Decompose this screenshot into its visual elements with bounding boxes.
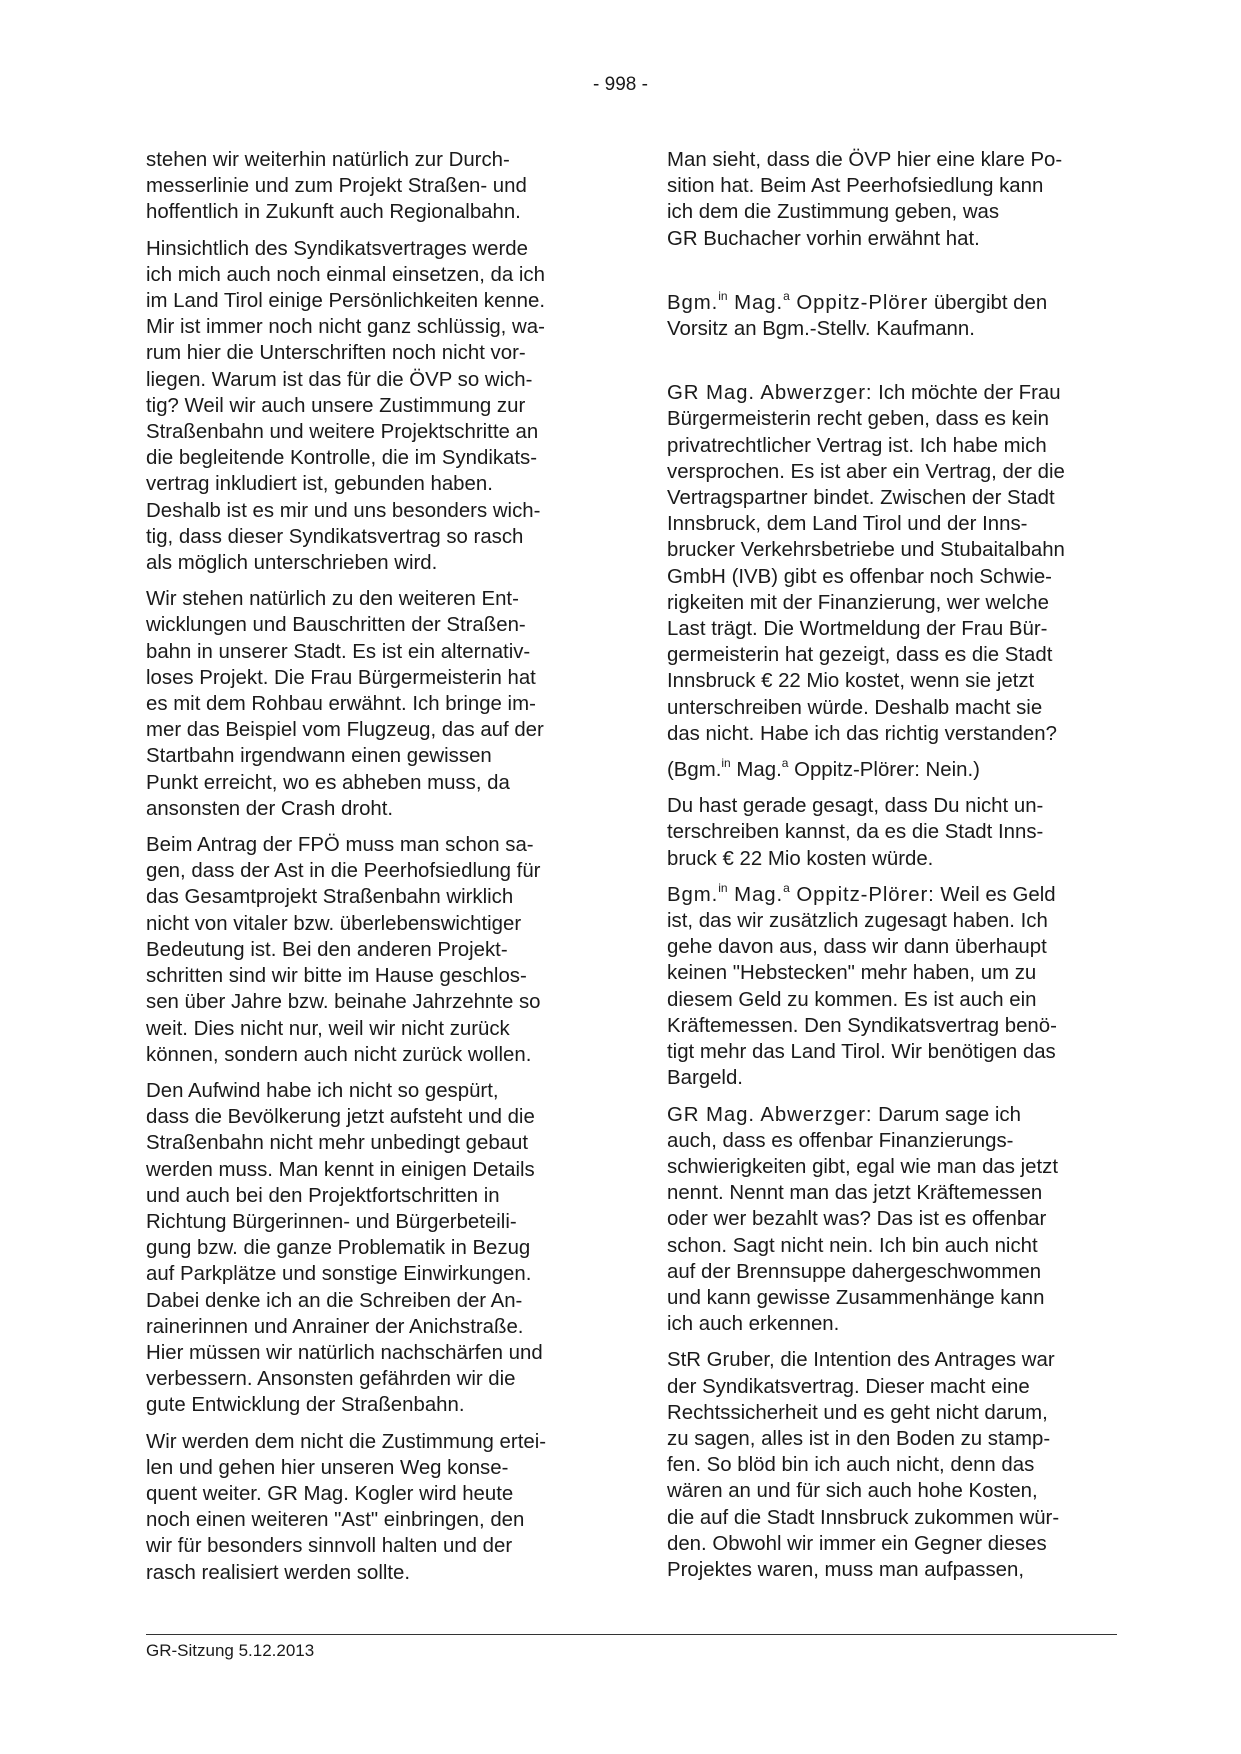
speaker-name	[667, 880, 935, 906]
text-line: terschreiben kannst, da es die Stadt Inns-	[667, 821, 1044, 844]
text-line: stehen wir weiterhin natürlich zur Durch-	[146, 149, 510, 171]
superscript-a: a	[783, 288, 790, 303]
paragraph	[146, 147, 581, 226]
text-line: mer das Beispiel vom Flugzeug, das auf der	[146, 719, 544, 742]
interjection-text: Oppitz-Plörer: Nein.)	[788, 759, 980, 782]
text-line: noch einen weiteren "Ast" einbringen, den	[146, 1509, 525, 1532]
text-line: wicklungen und Bauschritten der Straßen-	[146, 614, 526, 637]
text-line: die begleitende Kontrolle, die im Syndikats-	[146, 447, 538, 470]
text-line: GmbH (IVB) gibt es offenbar noch Schwie-	[667, 565, 1052, 588]
text-line: Hier müssen wir natürlich nachschärfen und	[146, 1341, 543, 1364]
text-line: Beim Antrag der FPÖ muss man schon sa-	[146, 834, 534, 857]
text-line: messerlinie und zum Projekt Straßen- und	[146, 175, 527, 198]
speaker-name: GR Mag. Abwerzger:	[667, 382, 873, 405]
text-line: Den Aufwind habe ich nicht so gespürt,	[146, 1079, 499, 1102]
speech-first-line: Ich möchte der Frau	[872, 382, 1061, 405]
title-mag: Mag.	[734, 291, 784, 314]
interjection-open: (Bgm.	[667, 759, 722, 782]
text-line: quent weiter. GR Mag. Kogler wird heute	[146, 1482, 514, 1505]
text-line: tig, dass dieser Syndikatsvertrag so rasch	[146, 525, 524, 548]
text-line: tig? Weil wir auch unsere Zustimmung zur	[146, 394, 526, 417]
speech-first-line: Weil es Geld	[934, 883, 1056, 906]
interjection	[667, 757, 1102, 783]
text-line: zu sagen, alles ist in den Boden zu stamp-	[667, 1427, 1051, 1450]
text-line: Man sieht, dass die ÖVP hier eine klare Po-	[667, 149, 1063, 171]
text-line: nennt. Nennt man das jetzt Kräftemessen	[667, 1182, 1043, 1205]
text-line: es mit dem Rohbau erwähnt. Ich bringe im-	[146, 693, 536, 716]
text-line: fen. So blöd bin ich auch nicht, denn das	[667, 1454, 1035, 1477]
text-line: weit. Dies nicht nur, weil wir nicht zurück	[146, 1017, 510, 1040]
text-line: Straßenbahn nicht mehr unbedingt gebaut	[146, 1132, 529, 1155]
text-line: Innsbruck, dem Land Tirol und der Inns-	[667, 513, 1028, 536]
paragraph	[146, 236, 581, 577]
text-line: len und gehen hier unseren Weg konse-	[146, 1456, 509, 1479]
superscript-in: in	[718, 288, 728, 303]
speech-body	[667, 1130, 1058, 1335]
superscript-in: in	[721, 756, 731, 771]
footer-divider	[146, 1634, 1117, 1635]
text-line: schritten sind wir bitte im Hause geschlos-	[146, 965, 527, 988]
text-line: Du hast gerade gesagt, dass Du nicht un-	[667, 795, 1044, 818]
paragraph	[667, 147, 1102, 252]
text-line: Wir stehen natürlich zu den weiteren Ent-	[146, 588, 519, 611]
text-line: Bargeld.	[667, 1067, 743, 1090]
paragraph	[146, 586, 581, 822]
text-line: das nicht. Habe ich das richtig verstanden?	[667, 722, 1057, 745]
text-line: GR Buchacher vorhin erwähnt hat.	[667, 227, 980, 250]
left-column	[146, 147, 581, 1596]
speech-body	[667, 408, 1065, 744]
text-line: nicht von vitaler bzw. überlebenswichtiger	[146, 912, 522, 935]
note-text: übergibt den	[928, 291, 1048, 314]
text-line: germeisterin hat gezeigt, dass es die Stadt	[667, 644, 1053, 667]
speaker-name: GR Mag. Abwerzger:	[667, 1103, 873, 1126]
text-line: den. Obwohl wir immer ein Gegner dieses	[667, 1532, 1047, 1555]
text-line: das Gesamtprojekt Straßenbahn wirklich	[146, 886, 514, 909]
text-line: Punkt erreicht, wo es abheben muss, da	[146, 771, 510, 794]
speech-first-line: Darum sage ich	[872, 1103, 1021, 1126]
text-line: hoffentlich in Zukunft auch Regionalbahn.	[146, 201, 521, 224]
speaker-surname: Oppitz-Plörer	[796, 291, 929, 314]
footer-session-date: GR-Sitzung 5.12.2013	[146, 1641, 315, 1660]
text-line: Startbahn irgendwann einen gewissen	[146, 745, 492, 768]
text-line: ich mich auch noch einmal einsetzen, da ich	[146, 263, 545, 286]
text-line: schwierigkeiten gibt, egal wie man das jetzt	[667, 1155, 1059, 1178]
text-line: schon. Sagt nicht nein. Ich bin auch nicht	[667, 1234, 1038, 1257]
paragraph	[667, 793, 1102, 872]
text-line: rigkeiten mit der Finanzierung, wer welche	[667, 591, 1049, 614]
text-line: vertrag inkludiert ist, gebunden haben.	[146, 473, 493, 496]
title-mag: Mag.	[730, 759, 782, 782]
text-line: keinen "Hebstecken" mehr haben, um zu	[667, 962, 1037, 985]
text-line: Kräftemessen. Den Syndikatsvertrag benö-	[667, 1014, 1057, 1037]
paragraph	[146, 1078, 581, 1419]
text-line: wir für besonders sinnvoll halten und der	[146, 1535, 513, 1558]
speech-abwerzger-1	[667, 380, 1102, 747]
text-line: Dabei denke ich an die Schreiben der An-	[146, 1289, 523, 1312]
text-line: wären an und für sich auch hohe Kosten,	[667, 1480, 1038, 1503]
text-line: brucker Verkehrsbetriebe und Stubaitalbahn	[667, 539, 1065, 562]
text-line: auf der Brennsuppe dahergeschwommen	[667, 1260, 1042, 1283]
text-line: Wir werden dem nicht die Zustimmung ertei-	[146, 1430, 547, 1453]
text-line: der Syndikatsvertrag. Dieser macht eine	[667, 1375, 1030, 1398]
speech-body	[667, 910, 1057, 1089]
text-line: werden muss. Man kennt in einigen Details	[146, 1158, 535, 1181]
text-line: verbessern. Ansonsten gefährden wir die	[146, 1368, 516, 1391]
text-line: Deshalb ist es mir und uns besonders wich-	[146, 499, 541, 522]
text-line: Bedeutung ist. Bei den anderen Projekt-	[146, 938, 508, 961]
text-line: ist, das wir zusätzlich zugesagt haben. Ich	[667, 910, 1048, 933]
paragraph	[146, 832, 581, 1068]
text-line: gung bzw. die ganze Problematik in Bezug	[146, 1237, 531, 1260]
text-line: Rechtssicherheit und es geht nicht darum,	[667, 1401, 1048, 1424]
speech-oppitz-ploerer	[667, 882, 1102, 1092]
text-line: Bürgermeisterin recht geben, dass es kein	[667, 408, 1049, 431]
superscript-a: a	[781, 756, 789, 771]
text-line: Richtung Bürgerinnen- und Bürgerbeteili-	[146, 1210, 517, 1233]
text-line: privatrechtlicher Vertrag ist. Ich habe mich	[667, 434, 1047, 457]
speech-abwerzger-2	[667, 1102, 1102, 1338]
text-line: auch, dass es offenbar Finanzierungs-	[667, 1129, 1014, 1152]
text-line: dass die Bevölkerung jetzt aufsteht und die	[146, 1106, 535, 1129]
text-line: oder wer bezahlt was? Das ist es offenbar	[667, 1208, 1047, 1231]
paragraph	[667, 1347, 1102, 1583]
text-line: gen, dass der Ast in die Peerhofsiedlung für	[146, 860, 541, 883]
text-line: Vertragspartner bindet. Zwischen der Stadt	[667, 487, 1055, 510]
text-line: und auch bei den Projektfortschritten in	[146, 1184, 500, 1207]
speaker-surname: Oppitz-Plörer:	[796, 883, 935, 906]
text-line: sen über Jahre bzw. beinahe Jahrzehnte so	[146, 991, 541, 1014]
right-column	[667, 147, 1102, 1593]
text-line: Innsbruck € 22 Mio kostet, wenn sie jetzt	[667, 670, 1035, 693]
page-number: - 998 -	[593, 74, 648, 95]
text-line: Hinsichtlich des Syndikatsvertrages werde	[146, 237, 528, 260]
text-line: diesem Geld zu kommen. Es ist auch ein	[667, 988, 1037, 1011]
title-bgm: Bgm.	[667, 291, 719, 314]
text-line: können, sondern auch nicht zurück wollen.	[146, 1043, 532, 1066]
title-bgm: Bgm.	[667, 883, 719, 906]
paragraph	[146, 1429, 581, 1586]
text-line: liegen. Warum ist das für die ÖVP so wich-	[146, 368, 533, 391]
text-line: die auf die Stadt Innsbruck zukommen wür-	[667, 1506, 1060, 1529]
text-line: versprochen. Es ist aber ein Vertrag, der die	[667, 460, 1065, 483]
text-line: Last trägt. Die Wortmeldung der Frau Bür-	[667, 618, 1048, 641]
text-line: gute Entwicklung der Straßenbahn.	[146, 1394, 465, 1417]
title-mag: Mag.	[734, 883, 784, 906]
text-line: sition hat. Beim Ast Peerhofsiedlung kann	[667, 175, 1044, 198]
text-line: Straßenbahn und weitere Projektschritte an	[146, 421, 539, 444]
chair-handover-note	[667, 290, 1102, 342]
text-line: rasch realisiert werden sollte.	[146, 1561, 411, 1584]
text-line: ich auch erkennen.	[667, 1313, 840, 1336]
text-line: loses Projekt. Die Frau Bürgermeisterin hat	[146, 666, 536, 689]
speaker-name	[667, 288, 929, 314]
text-line: bruck € 22 Mio kosten würde.	[667, 847, 934, 870]
text-line: gehe davon aus, dass wir dann überhaupt	[667, 936, 1047, 959]
text-line: als möglich unterschrieben wird.	[146, 552, 438, 575]
text-line: tigt mehr das Land Tirol. Wir benötigen das	[667, 1041, 1056, 1064]
text-line: im Land Tirol einige Persönlichkeiten kenne.	[146, 290, 545, 313]
text-line: unterschreiben würde. Deshalb macht sie	[667, 696, 1043, 719]
text-line: Mir ist immer noch nicht ganz schlüssig, wa-	[146, 316, 545, 339]
text-line: bahn in unserer Stadt. Es ist ein alternativ-	[146, 640, 531, 663]
superscript-a: a	[783, 880, 790, 895]
text-line: ansonsten der Crash droht.	[146, 797, 394, 820]
text-line: auf Parkplätze und sonstige Einwirkungen.	[146, 1263, 532, 1286]
superscript-in: in	[718, 880, 728, 895]
text-line: und kann gewisse Zusammenhänge kann	[667, 1286, 1045, 1309]
note-text: Vorsitz an Bgm.-Stellv. Kaufmann.	[667, 318, 975, 341]
text-line: Projektes waren, muss man aufpassen,	[667, 1558, 1025, 1581]
text-line: rainerinnen und Anrainer der Anichstraße.	[146, 1315, 524, 1338]
text-line: ich dem die Zustimmung geben, was	[667, 201, 1000, 224]
text-line: StR Gruber, die Intention des Antrages war	[667, 1349, 1055, 1372]
text-line: rum hier die Unterschriften noch nicht vor-	[146, 342, 526, 365]
